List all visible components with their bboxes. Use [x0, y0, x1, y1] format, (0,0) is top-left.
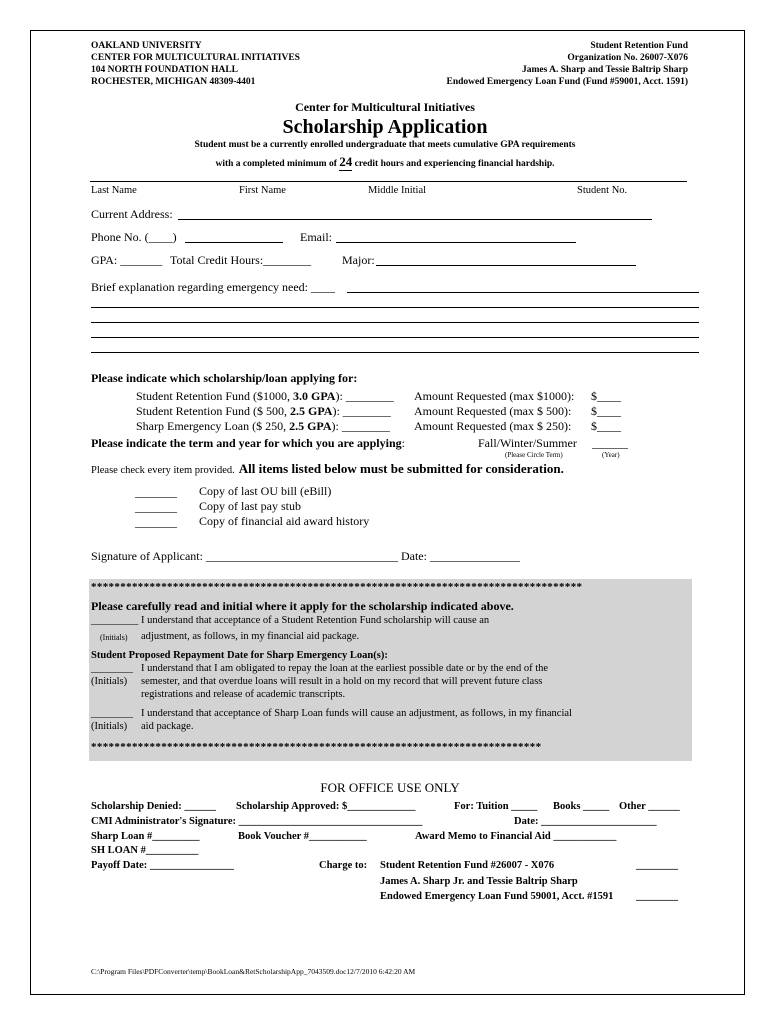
amount-requested-field[interactable]: $____: [591, 404, 621, 418]
footer-path: C:\Program Files\PDFConverter\temp\BookLoan&RetScholarshipApp_7043509.doc12/7/2010 6:42:20 AM: [91, 967, 416, 976]
header-right-line: Organization No. 26007-X076: [567, 53, 688, 63]
subtitle-line-1: Student must be a currently enrolled undergraduate that meets cumulative GPA requirements: [194, 140, 576, 150]
initials-label: (Initials): [100, 633, 128, 642]
header-right: [447, 40, 688, 88]
email-label: Email:: [300, 230, 332, 244]
initials-label: (Initials): [91, 721, 128, 732]
checklist-checkbox[interactable]: _______: [135, 515, 177, 529]
check-intro: Please check every item provided.: [91, 465, 235, 476]
checklist-heading: [91, 460, 564, 478]
last-name-label: Last Name: [91, 185, 137, 196]
explanation-line[interactable]: [91, 337, 699, 338]
term-heading-text: Please indicate the term and year for which you are applying: [91, 436, 402, 450]
circle-note: (Please Circle Term): [505, 451, 563, 459]
header-left-line: OAKLAND UNIVERSITY: [91, 41, 202, 51]
scholarship-blank: ): ________: [331, 419, 390, 433]
scholarship-heading: Please indicate which scholarship/loan applying for:: [91, 371, 358, 385]
award-memo-field[interactable]: Award Memo to Financial Aid ____________: [415, 831, 617, 842]
amount-requested-label: Amount Requested (max $1000):: [414, 389, 575, 403]
srf-charge-field[interactable]: ________: [636, 860, 678, 871]
header-left-line: CENTER FOR MULTICULTURAL INITIATIVES: [91, 53, 300, 63]
amount-requested-label: Amount Requested (max $ 250):: [414, 419, 572, 433]
repayment-heading: Student Proposed Repayment Date for Sharp Emergency Loan(s):: [91, 650, 388, 661]
sharp-charge-label: Endowed Emergency Loan Fund 59001, Acct. #1591: [380, 891, 614, 902]
repayment-initials-field[interactable]: ________: [91, 663, 133, 674]
credit-hours-field[interactable]: Total Credit Hours:________: [170, 253, 312, 267]
header-left-line: ROCHESTER, MICHIGAN 48309-4401: [91, 77, 256, 87]
scholarship-option[interactable]: [136, 419, 390, 434]
initial-heading: Please carefully read and initial where it apply for the scholarship indicated above.: [91, 599, 514, 613]
amount-requested-label: Amount Requested (max $ 500):: [414, 404, 572, 418]
header-left-line: 104 NORTH FOUNDATION HALL: [91, 65, 239, 75]
repayment-text-line: I understand that I am obligated to repay the loan at the earliest possible date or by the end of the: [141, 663, 549, 674]
header-right-line: Endowed Emergency Loan Fund (Fund #59001, Acct. 1591): [446, 77, 688, 87]
scholarship-name: Sharp Emergency Loan ($ 250,: [136, 419, 290, 433]
major-field[interactable]: [376, 265, 636, 266]
sharp-charge-field[interactable]: ________: [636, 891, 678, 902]
checklist-item: Copy of last pay stub: [199, 499, 301, 513]
srf-initials-field[interactable]: _________: [91, 615, 139, 626]
scholarship-name: Student Retention Fund ($ 500,: [136, 404, 290, 418]
scholarship-option[interactable]: [136, 389, 394, 404]
explanation-line[interactable]: [91, 322, 699, 323]
scholarship-blank: ): ________: [332, 404, 391, 418]
explanation-line[interactable]: [347, 292, 699, 293]
credit-hours-number: 24: [339, 154, 353, 169]
sharp-text-line: aid package.: [141, 721, 194, 732]
payoff-date-field[interactable]: Payoff Date: ________________: [91, 860, 234, 871]
term-options[interactable]: Fall/Winter/Summer: [478, 436, 577, 450]
scholarship-gpa: 2.5 GPA: [290, 404, 333, 418]
office-date-field[interactable]: Date: ______________________: [514, 816, 657, 827]
scholarship-blank: ): ________: [335, 389, 394, 403]
term-colon: :: [401, 436, 405, 450]
explanation-label: Brief explanation regarding emergency need: ____: [91, 280, 336, 294]
gpa-field[interactable]: GPA: _______: [91, 253, 163, 267]
explanation-line[interactable]: [91, 352, 699, 353]
subtitle-line-2: [0, 154, 770, 171]
major-label: Major:: [342, 253, 375, 267]
email-field[interactable]: [336, 242, 576, 243]
header-right-line: Student Retention Fund: [590, 41, 688, 51]
other-field[interactable]: Other ______: [619, 801, 680, 812]
books-field[interactable]: Books _____: [553, 801, 610, 812]
sh-loan-field[interactable]: SH LOAN #__________: [91, 845, 199, 856]
srf-charge-label: Student Retention Fund #26007 - X076: [380, 860, 555, 871]
scholarship-approved-field[interactable]: Scholarship Approved: $_____________: [236, 801, 416, 812]
year-field[interactable]: ______: [592, 436, 628, 450]
tuition-field[interactable]: For: Tuition _____: [454, 801, 538, 812]
header-right-line: James A. Sharp and Tessie Baltrip Sharp: [521, 65, 688, 75]
scholarship-gpa: 3.0 GPA: [293, 389, 336, 403]
amount-requested-field[interactable]: $____: [591, 389, 621, 403]
office-title: FOR OFFICE USE ONLY: [320, 780, 460, 795]
name-line[interactable]: [90, 181, 687, 182]
explanation-line[interactable]: [91, 307, 699, 308]
student-no-label: Student No.: [577, 185, 628, 196]
stars-divider: *****************************************************************************: [91, 741, 542, 753]
checklist-item: Copy of last OU bill (eBill): [199, 484, 332, 498]
phone-field[interactable]: [185, 242, 283, 243]
stars-divider: ************************************************************************************: [91, 581, 583, 593]
header-left: [91, 40, 300, 88]
middle-initial-label: Middle Initial: [368, 185, 427, 196]
book-voucher-field[interactable]: Book Voucher #___________: [238, 831, 367, 842]
charge-to-label: Charge to:: [319, 860, 368, 871]
subtitle-post: credit hours and experiencing financial hardship.: [354, 159, 555, 169]
admin-signature-field[interactable]: CMI Administrator's Signature: ___________________________________: [91, 816, 423, 827]
subtitle-pre: with a completed minimum of: [215, 159, 337, 169]
signature-date-field[interactable]: Signature of Applicant: ________________________________ Date: _______________: [91, 549, 520, 563]
first-name-label: First Name: [239, 185, 286, 196]
scholarship-denied-field[interactable]: Scholarship Denied: ______: [91, 801, 216, 812]
srf-text-line: adjustment, as follows, in my financial aid package.: [141, 631, 360, 642]
checklist-item: Copy of financial aid award history: [199, 514, 370, 528]
sharp-loan-field[interactable]: Sharp Loan #_________: [91, 831, 200, 842]
sharp-initials-field[interactable]: ________: [91, 708, 133, 719]
srf-text-line: I understand that acceptance of a Student Retention Fund scholarship will cause an: [141, 615, 490, 626]
address-field[interactable]: [178, 219, 652, 220]
page-title: Scholarship Application: [282, 116, 488, 138]
amount-requested-field[interactable]: $____: [591, 419, 621, 433]
address-label: Current Address:: [91, 207, 173, 221]
checklist-checkbox[interactable]: _______: [135, 485, 177, 499]
sharp-charge-label: James A. Sharp Jr. and Tessie Baltrip Sharp: [380, 876, 578, 887]
center-name: Center for Multicultural Initiatives: [295, 100, 475, 114]
scholarship-gpa: 2.5 GPA: [289, 419, 332, 433]
scholarship-name: Student Retention Fund ($1000,: [136, 389, 293, 403]
checklist-checkbox[interactable]: _______: [135, 500, 177, 514]
check-heading: All items listed below must be submitted for consideration.: [238, 461, 564, 476]
scholarship-option[interactable]: [136, 404, 391, 419]
initials-label: (Initials): [91, 676, 128, 687]
repayment-text-line: registrations and release of academic transcripts.: [141, 689, 346, 700]
phone-label: Phone No. (____): [91, 230, 177, 244]
term-heading: [91, 436, 405, 451]
repayment-text-line: semester, and that overdue loans will result in a hold on my record that will prevent future class: [141, 676, 543, 687]
year-note: (Year): [602, 451, 620, 459]
sharp-text-line: I understand that acceptance of Sharp Loan funds will cause an adjustment, as follows, in my financial: [141, 708, 572, 719]
